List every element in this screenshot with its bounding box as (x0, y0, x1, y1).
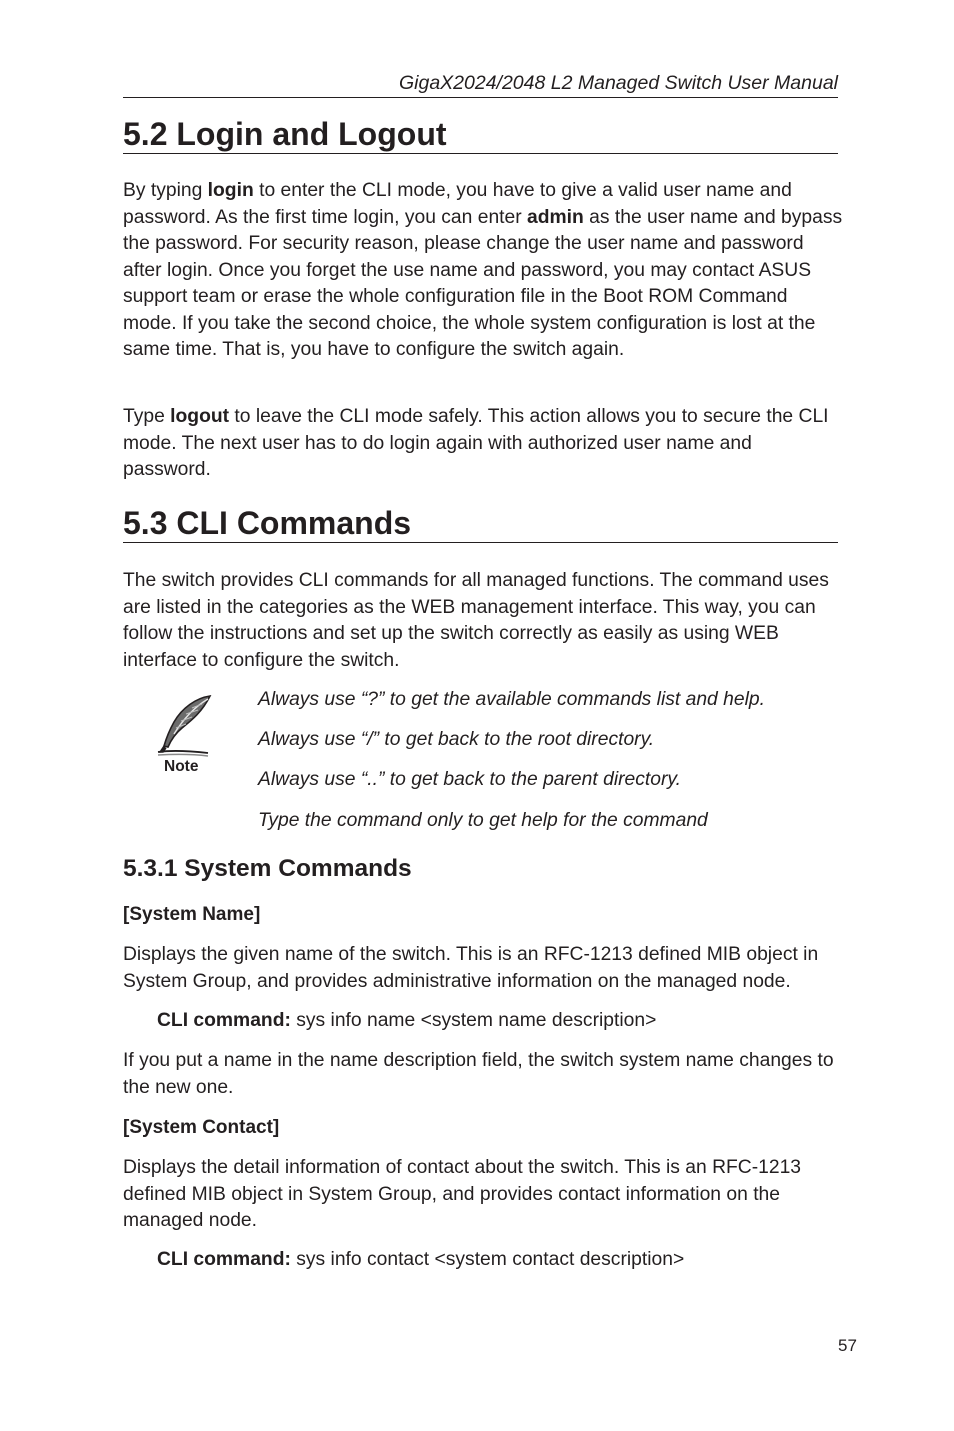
section-heading-cli-commands: 5.3 CLI Commands (123, 504, 838, 543)
note-line: Type the command only to get help for the command (258, 810, 708, 831)
cli-command-label: CLI command: (157, 1249, 291, 1270)
cli-intro-paragraph: The switch provides CLI commands for all managed functions. The command uses are listed in the categories as the WEB management interface. This way, you can follow the instructions and set up the switch correctly as easily as using WEB interface to configure the switch. (123, 570, 829, 671)
system-name-cli-command (157, 1009, 656, 1033)
keyword-login: login (207, 180, 254, 201)
note-label: Note (164, 758, 199, 775)
cli-command-text: sys info name <system name description> (290, 1010, 657, 1031)
system-name-note-paragraph: If you put a name in the name description field, the switch system name changes to the new one. (123, 1050, 834, 1098)
note-line: Always use “/” to get back to the root directory. (258, 729, 655, 750)
section-heading-login-logout: 5.2 Login and Logout (123, 115, 838, 154)
system-contact-cli-command (157, 1248, 684, 1272)
page-number: 57 (838, 1336, 857, 1355)
keyword-logout: logout (170, 406, 230, 427)
note-line: Always use “..” to get back to the parent directory. (258, 769, 681, 790)
login-paragraph: By typing login to enter the CLI mode, you have to give a valid user name and password. As the first time login, you can enter admin as the user name and bypass the password. For security reason, please change the user name and password after login. Once you forget the use name and password, you may contact ASUS support team or erase the whole configuration file in the Boot ROM Command mode. If you take the second choice, the whole system configuration is lost at the same time. That is, you have to configure the switch again. (123, 180, 843, 360)
system-name-heading: [System Name] (123, 904, 261, 925)
running-header: GigaX2024/2048 L2 Managed Switch User Manual (123, 71, 838, 98)
feather-pen-icon (152, 692, 216, 758)
subsection-heading-system-commands: 5.3.1 System Commands (123, 855, 412, 882)
cli-command-label: CLI command: (157, 1010, 291, 1031)
note-line: Always use “?” to get the available commands list and help. (258, 689, 765, 710)
logout-paragraph: Type logout to leave the CLI mode safely. This action allows you to secure the CLI mode. The next user has to do login again with authorized user name and password. (123, 406, 829, 480)
system-contact-heading: [System Contact] (123, 1117, 280, 1138)
system-contact-description: Displays the detail information of contact about the switch. This is an RFC-1213 defined MIB object in System Group, and provides contact information on the managed node. (123, 1157, 802, 1231)
keyword-admin: admin (527, 206, 584, 228)
cli-command-text: sys info contact <system contact description> (290, 1249, 685, 1270)
system-name-description: Displays the given name of the switch. This is an RFC-1213 defined MIB object in System Group, and provides administrative information on the managed node. (123, 944, 819, 992)
